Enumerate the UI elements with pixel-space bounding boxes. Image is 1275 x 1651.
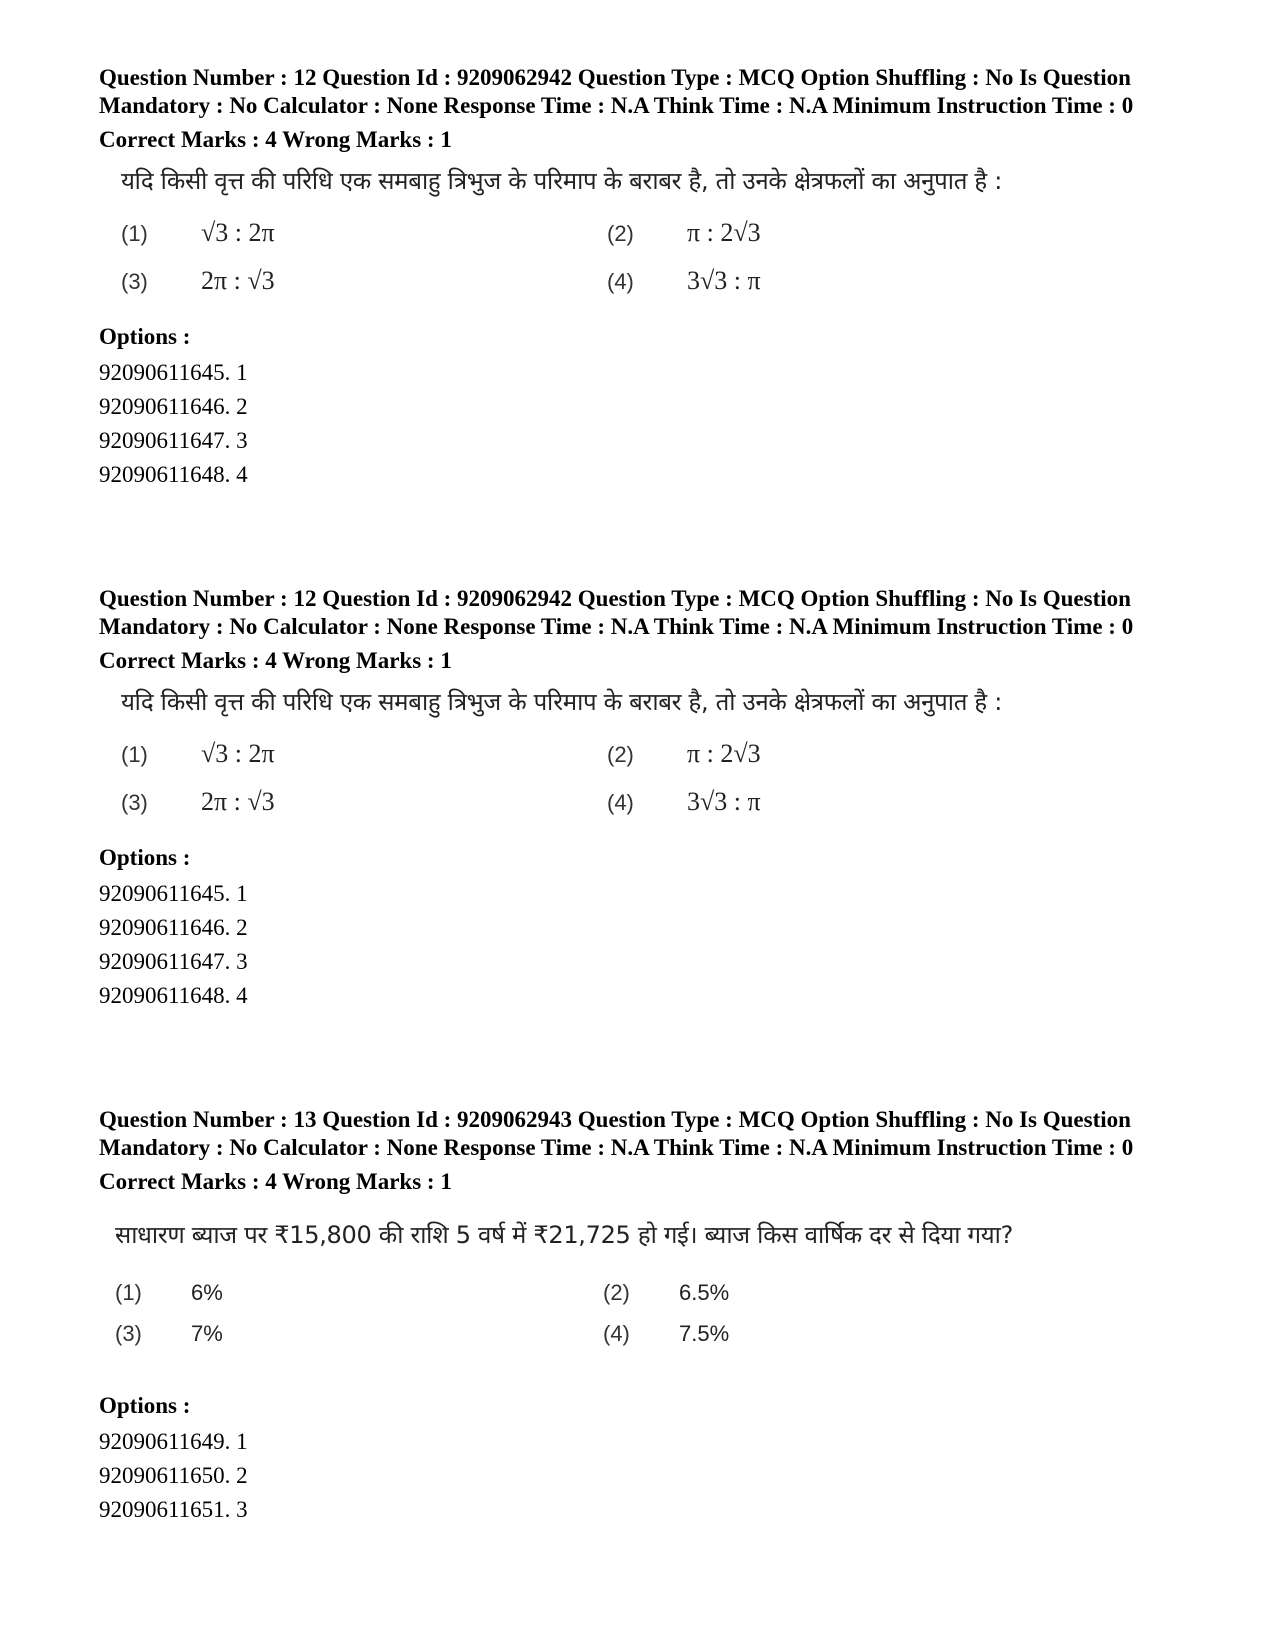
- choice-number: (3): [121, 790, 148, 815]
- choice-2: [603, 1280, 729, 1306]
- choice-number: (1): [121, 221, 148, 246]
- choice-number: (2): [607, 742, 634, 767]
- choice-number: (1): [121, 742, 148, 767]
- choice-number: (4): [607, 790, 634, 815]
- choice-value: π : 2√3: [687, 739, 761, 768]
- option-line: 92090611647. 3: [99, 949, 248, 974]
- question-meta: Question Number : 13 Question Id : 9209062943 Question Type : MCQ Option Shuffling : No Is Question Mandatory : No Calculator : None Response Time : N.A Think Time : N.A Minimum Instruction Time : 0: [99, 1107, 1134, 1160]
- choice-value: 3√3 : π: [687, 266, 761, 295]
- choice-number: (3): [121, 269, 148, 294]
- choice-2: [607, 218, 761, 248]
- choice-number: (4): [607, 269, 634, 294]
- option-line: 92090611645. 1: [99, 881, 248, 906]
- option-line: 92090611646. 2: [99, 394, 248, 419]
- choice-2: [607, 739, 761, 769]
- choice-value: √3 : 2π: [201, 739, 275, 768]
- choice-4: [603, 1321, 729, 1347]
- question-image: [99, 683, 1179, 833]
- choice-value: √3 : 2π: [201, 218, 275, 247]
- choice-value: 2π : √3: [201, 266, 275, 295]
- choice-number: (3): [115, 1321, 142, 1346]
- option-line: 92090611650. 2: [99, 1463, 248, 1488]
- question-text: साधारण ब्याज पर ₹15,800 की राशि 5 वर्ष में ₹21,725 हो गई। ब्याज किस वार्षिक दर से दिया गया?: [115, 1221, 1014, 1249]
- choice-value: 7.5%: [679, 1321, 730, 1346]
- option-line: 92090611648. 4: [99, 983, 248, 1008]
- choice-value: 6%: [191, 1280, 223, 1305]
- options-label: Options :: [99, 1393, 191, 1418]
- question-text: यदि किसी वृत्त की परिधि एक समबाहु त्रिभुज के परिमाप के बराबर है, तो उनके क्षेत्रफलों का अनुपात है :: [121, 167, 1002, 195]
- option-line: 92090611649. 1: [99, 1429, 248, 1454]
- choice-value: 2π : √3: [201, 787, 275, 816]
- options-label: Options :: [99, 845, 191, 870]
- choice-1: [115, 1280, 223, 1306]
- choice-1: [121, 218, 275, 248]
- choice-1: [121, 739, 275, 769]
- choice-4: [607, 266, 761, 296]
- option-line: 92090611651. 3: [99, 1497, 248, 1522]
- choice-number: (1): [115, 1280, 142, 1305]
- question-meta: Question Number : 12 Question Id : 9209062942 Question Type : MCQ Option Shuffling : No Is Question Mandatory : No Calculator : None Response Time : N.A Think Time : N.A Minimum Instruction Time : 0: [99, 65, 1134, 118]
- question-block: [99, 64, 1179, 492]
- choice-number: (4): [603, 1321, 630, 1346]
- option-line: 92090611647. 3: [99, 428, 248, 453]
- question-image: [99, 1216, 1179, 1381]
- choice-4: [607, 787, 761, 817]
- question-block: [99, 585, 1179, 1013]
- choice-value: 3√3 : π: [687, 787, 761, 816]
- choice-value: 7%: [191, 1321, 223, 1346]
- choice-value: 6.5%: [679, 1280, 730, 1305]
- option-line: 92090611645. 1: [99, 360, 248, 385]
- question-block: [99, 1106, 1179, 1527]
- options-label: Options :: [99, 324, 191, 349]
- question-marks: Correct Marks : 4 Wrong Marks : 1: [99, 127, 452, 152]
- choice-number: (2): [607, 221, 634, 246]
- question-marks: Correct Marks : 4 Wrong Marks : 1: [99, 648, 452, 673]
- choice-number: (2): [603, 1280, 630, 1305]
- option-line: 92090611648. 4: [99, 462, 248, 487]
- choice-3: [121, 787, 275, 817]
- question-meta: Question Number : 12 Question Id : 9209062942 Question Type : MCQ Option Shuffling : No Is Question Mandatory : No Calculator : None Response Time : N.A Think Time : N.A Minimum Instruction Time : 0: [99, 586, 1134, 639]
- question-image: [99, 162, 1179, 312]
- question-marks: Correct Marks : 4 Wrong Marks : 1: [99, 1169, 452, 1194]
- choice-value: π : 2√3: [687, 218, 761, 247]
- question-text: यदि किसी वृत्त की परिधि एक समबाहु त्रिभुज के परिमाप के बराबर है, तो उनके क्षेत्रफलों का अनुपात है :: [121, 688, 1002, 716]
- choice-3: [115, 1321, 223, 1347]
- choice-3: [121, 266, 275, 296]
- option-line: 92090611646. 2: [99, 915, 248, 940]
